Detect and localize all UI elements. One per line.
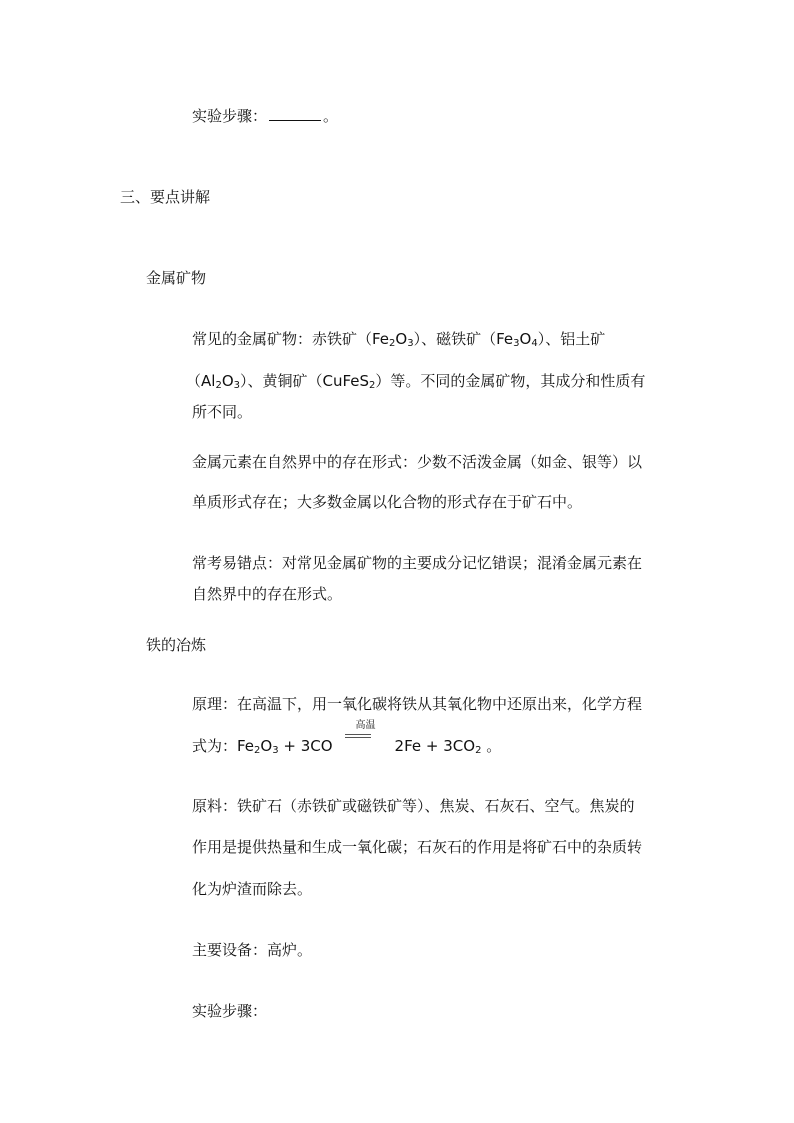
paragraph-minerals-line-3: 所不同。	[192, 403, 253, 421]
text: ）等。不同的金属矿物，其成分和性质有	[375, 372, 646, 390]
text: O	[395, 330, 408, 348]
paragraph-materials-line-1: 原料：铁矿石（赤铁矿或磁铁矿等）、焦炭、石灰石、空气。焦炭的	[192, 797, 635, 815]
subscript: 3	[272, 745, 279, 756]
subscript: 4	[531, 338, 538, 349]
paragraph-main-equipment: 主要设备：高炉。	[192, 941, 313, 959]
period: 。	[323, 107, 339, 125]
text: O	[260, 737, 273, 755]
text: ）、黄铜矿（CuFeS	[240, 372, 370, 390]
subscript: 2	[475, 745, 482, 756]
subscript: 2	[369, 380, 376, 391]
text: 常见的金属矿物：赤铁矿（Fe	[192, 330, 390, 348]
paragraph-existence-line-2: 单质形式存在；大多数金属以化合物的形式存在于矿石中。	[192, 493, 583, 511]
paragraph-existence-line-1: 金属元素在自然界中的存在形式：少数不活泼金属（如金、银等）以	[192, 453, 643, 471]
answer-blank[interactable]	[269, 106, 321, 121]
text: ）、磁铁矿（Fe	[413, 330, 514, 348]
text: 式为：Fe	[192, 737, 255, 755]
subheading-iron-smelting: 铁的冶炼	[146, 636, 207, 654]
subscript: 2	[389, 338, 396, 349]
section-heading-key-points: 三、要点讲解	[120, 188, 211, 206]
paragraph-principle-line-2	[192, 719, 502, 757]
subscript: 2	[215, 380, 222, 391]
paragraph-materials-line-2: 作用是提供热量和生成一氧化碳；石灰石的作用是将矿石中的杂质转	[192, 838, 643, 856]
experiment-steps-label: 实验步骤：	[192, 107, 268, 125]
text: ）、铝土矿	[537, 330, 606, 348]
subscript: 3	[513, 338, 520, 349]
reaction-equals-sign	[345, 734, 371, 738]
text: 。	[481, 737, 502, 755]
reaction-condition	[343, 719, 389, 757]
reaction-condition-label: 高温	[355, 719, 376, 731]
paragraph-principle-line-1: 原理：在高温下，用一氧化碳将铁从其氧化物中还原出来，化学方程	[192, 695, 643, 713]
text: + 3CO	[278, 737, 333, 755]
text: O	[221, 372, 234, 390]
text: 2Fe + 3CO	[394, 737, 476, 755]
paragraph-minerals-line-2	[186, 371, 645, 391]
experiment-steps-line	[192, 106, 338, 126]
paragraph-materials-line-3: 化为炉渣而除去。	[192, 880, 313, 898]
paragraph-minerals-line-1	[192, 329, 605, 349]
subscript: 3	[407, 338, 414, 349]
text: O	[519, 330, 532, 348]
paragraph-common-errors-line-2: 自然界中的存在形式。	[192, 585, 343, 603]
subscript: 2	[254, 745, 261, 756]
experiment-steps-label-2: 实验步骤：	[192, 1002, 268, 1020]
subheading-metal-minerals: 金属矿物	[146, 269, 207, 287]
text: （Al	[186, 372, 216, 390]
subscript: 3	[233, 380, 240, 391]
paragraph-common-errors-line-1: 常考易错点：对常见金属矿物的主要成分记忆错误；混淆金属元素在	[192, 554, 643, 572]
